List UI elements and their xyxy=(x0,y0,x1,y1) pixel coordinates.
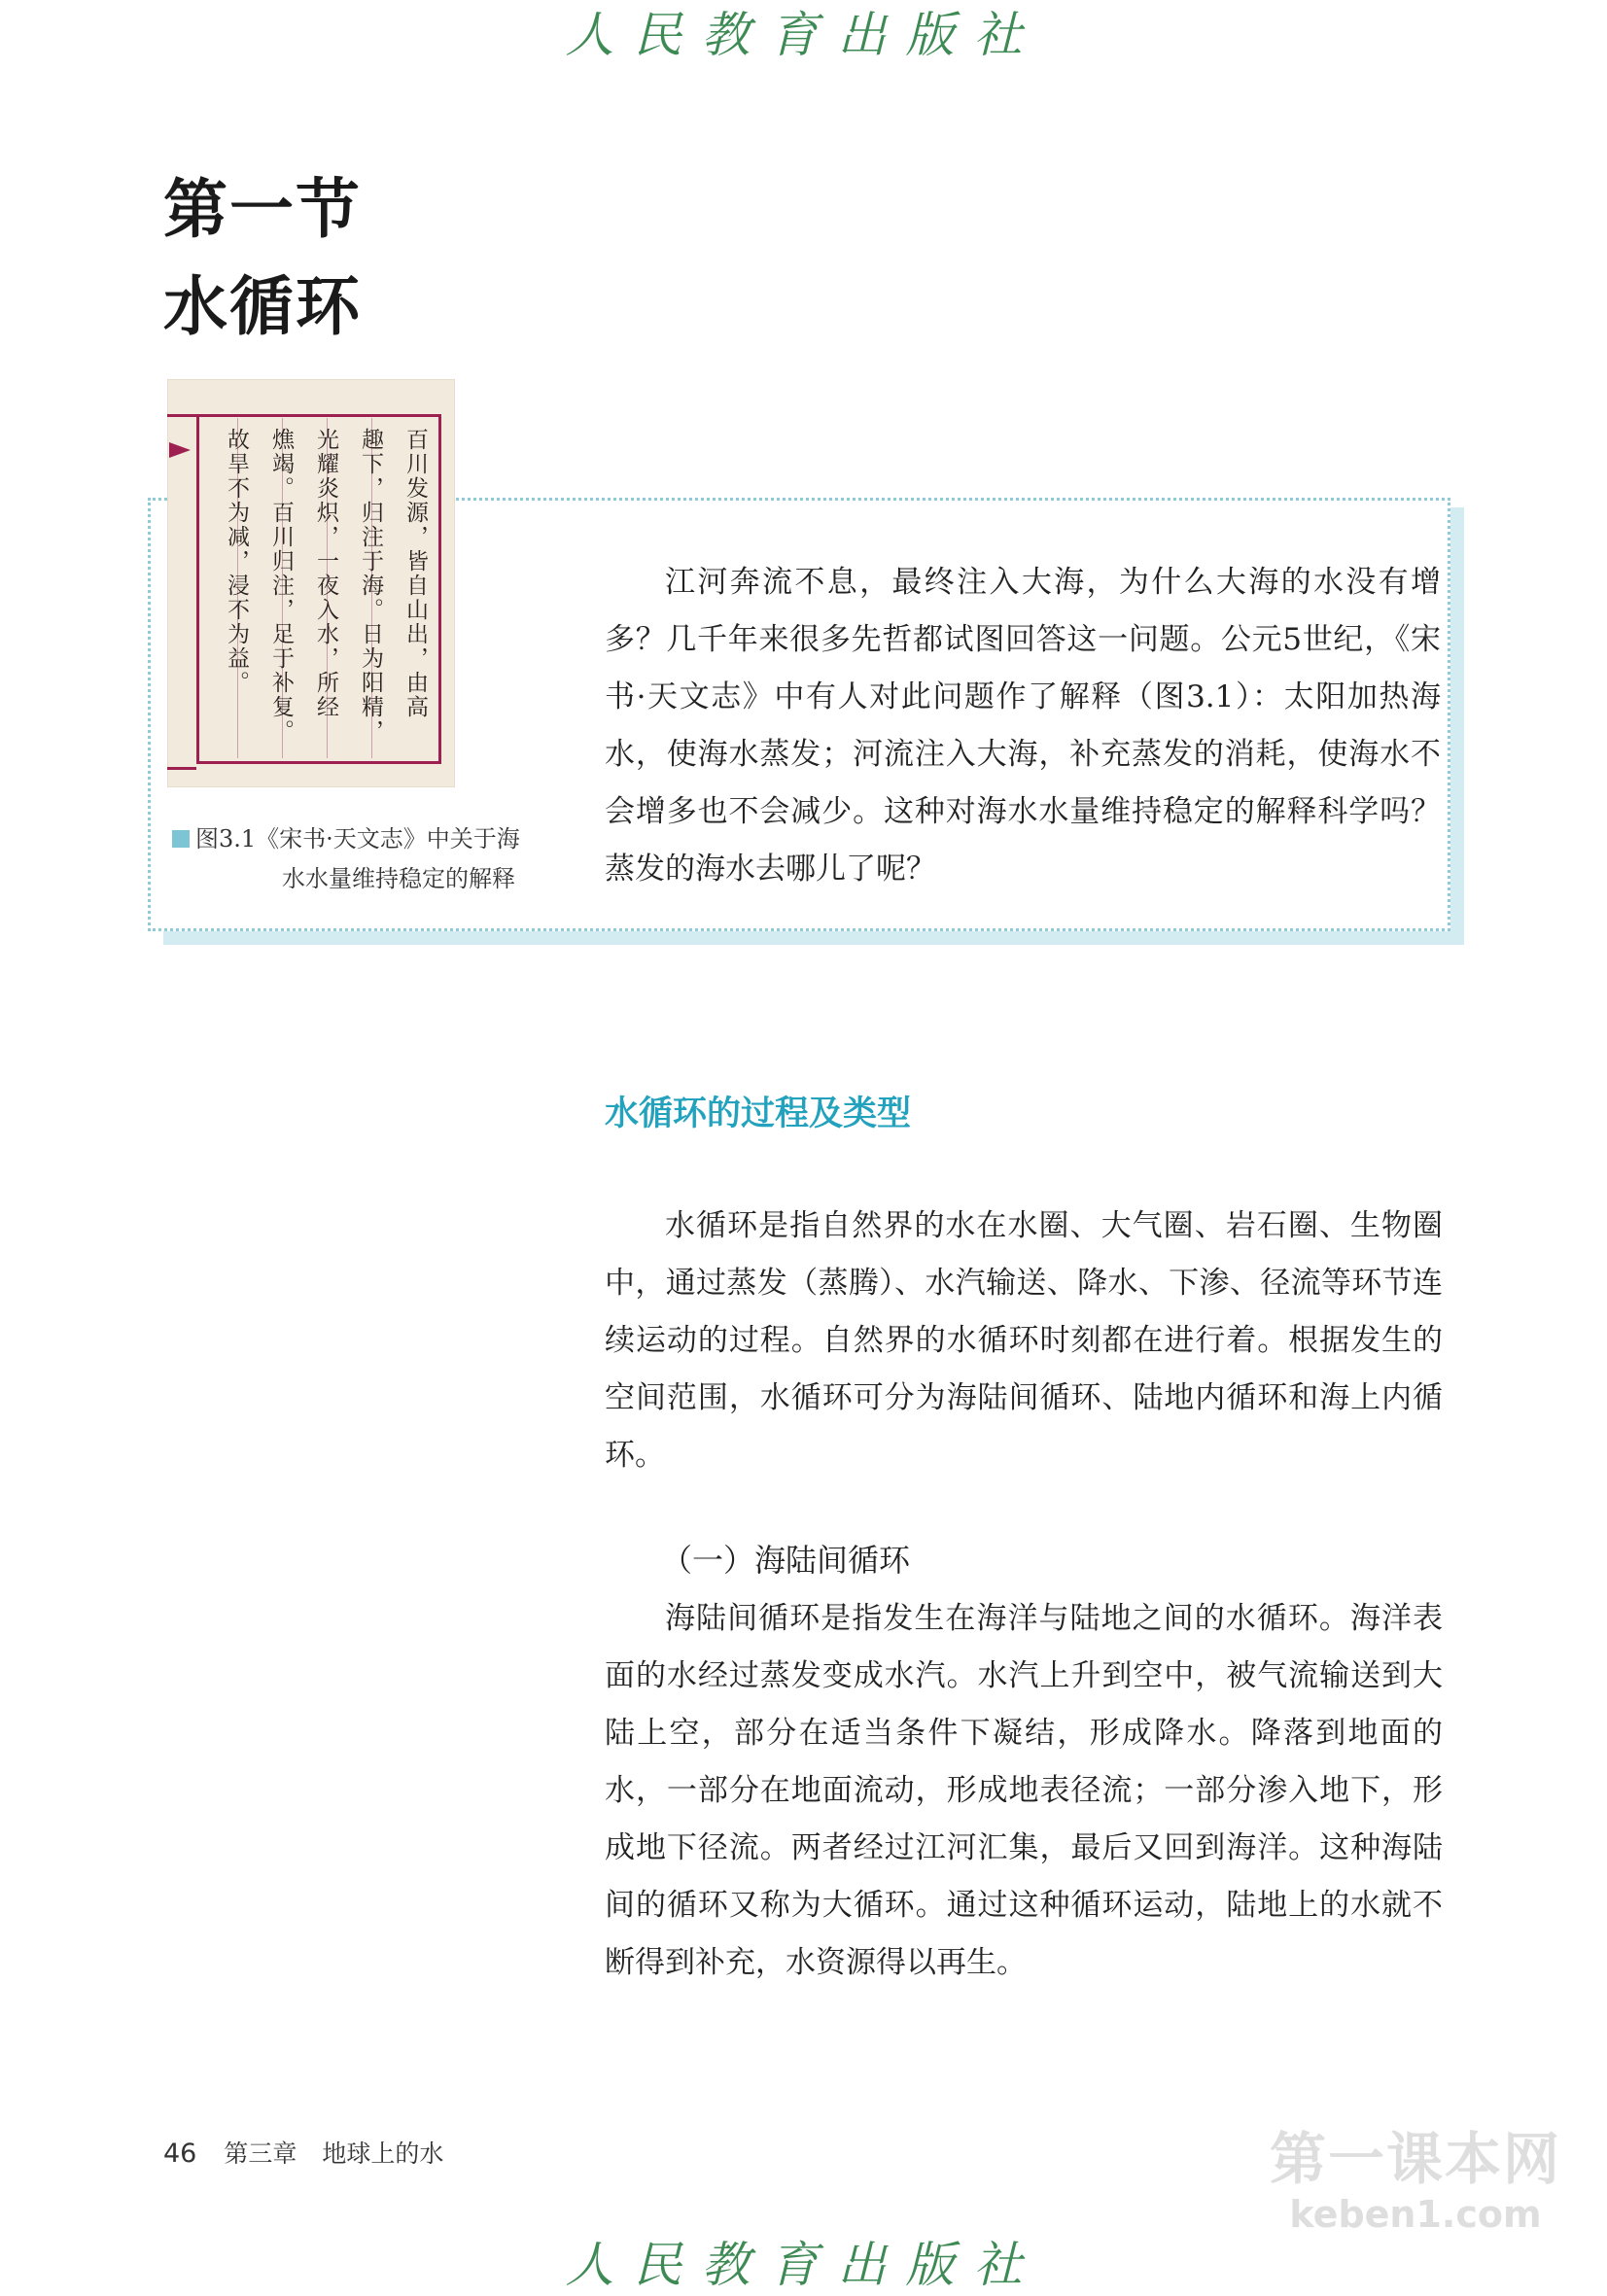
book-spine xyxy=(167,414,196,770)
figure-caption-line2: 水水量维持稳定的解释 xyxy=(282,865,515,892)
chapter-title: 地球上的水 xyxy=(322,2139,444,2168)
figure-caption xyxy=(172,819,520,853)
publisher-logo-top: 人民教育出版社 xyxy=(565,7,1042,63)
page-number: 46 xyxy=(163,2139,197,2169)
figure-column: 燋竭。百川归注，足于补复。 xyxy=(268,428,294,744)
figure-column: 光耀炎炽，一夜入水，所经 xyxy=(313,428,338,719)
body-text-2 xyxy=(605,1590,1443,1992)
watermark xyxy=(1270,2113,1561,2236)
section-title: 水循环 xyxy=(163,269,362,344)
publisher-logo-bottom: 人民教育出版社 xyxy=(565,2237,1042,2293)
caption-marker-icon xyxy=(172,830,190,848)
section-number: 第一节 xyxy=(163,172,362,247)
watermark-line2: keben1.com xyxy=(1289,2193,1542,2236)
intro-paragraph: 江河奔流不息，最终注入大海，为什么大海的水没有增多？几千年来很多先哲都试图回答这一问题。公元5世纪，《宋书·天文志》中有人对此问题作了解释（图3.1）：太阳加热海水，使海水蒸发；河流注入大海，补充蒸发的消耗，使海水不会增多也不会减少。这种对海水水量维持稳定的解释科学吗？蒸发的海水去哪儿了呢？ xyxy=(605,565,1441,887)
figure-column: 趣下，归注于海。日为阳精， xyxy=(358,428,383,744)
figure-caption-line1: 图3.1《宋书·天文志》中关于海 xyxy=(195,825,520,852)
body-text-1 xyxy=(605,1198,1443,1484)
watermark-line1: 第一课本网 xyxy=(1270,2126,1562,2192)
ancient-book-figure xyxy=(167,379,455,787)
paragraph: 水循环是指自然界的水在水圈、大气圈、岩石圈、生物圈中，通过蒸发（蒸腾）、水汽输送、降水、下渗、径流等环节连续运动的过程。自然界的水循环时刻都在进行着。根据发生的空间范围，水循环可分为海陆间循环、陆地内循环和海上内循环。 xyxy=(605,1208,1443,1473)
section-heading: 水循环的过程及类型 xyxy=(605,1095,912,1133)
subheading: （一）海陆间循环 xyxy=(661,1542,911,1579)
intro-text xyxy=(605,554,1441,898)
page-footer xyxy=(163,2135,443,2170)
figure-column: 故旱不为减，浸不为益。 xyxy=(224,428,249,695)
chapter-number: 第三章 xyxy=(224,2139,297,2168)
figure-column: 百川发源，皆自山出，由高 xyxy=(402,428,428,719)
paragraph: 海陆间循环是指发生在海洋与陆地之间的水循环。海洋表面的水经过蒸发变成水汽。水汽上升到空中，被气流输送到大陆上空，部分在适当条件下凝结，形成降水。降落到地面的水，一部分在地面流动，形成地表径流；一部分渗入地下，形成地下径流。两者经过江河汇集，最后又回到海洋。这种海陆间的循环又称为大循环。通过这种循环运动，陆地上的水就不断得到补充，水资源得以再生。 xyxy=(605,1601,1443,1980)
